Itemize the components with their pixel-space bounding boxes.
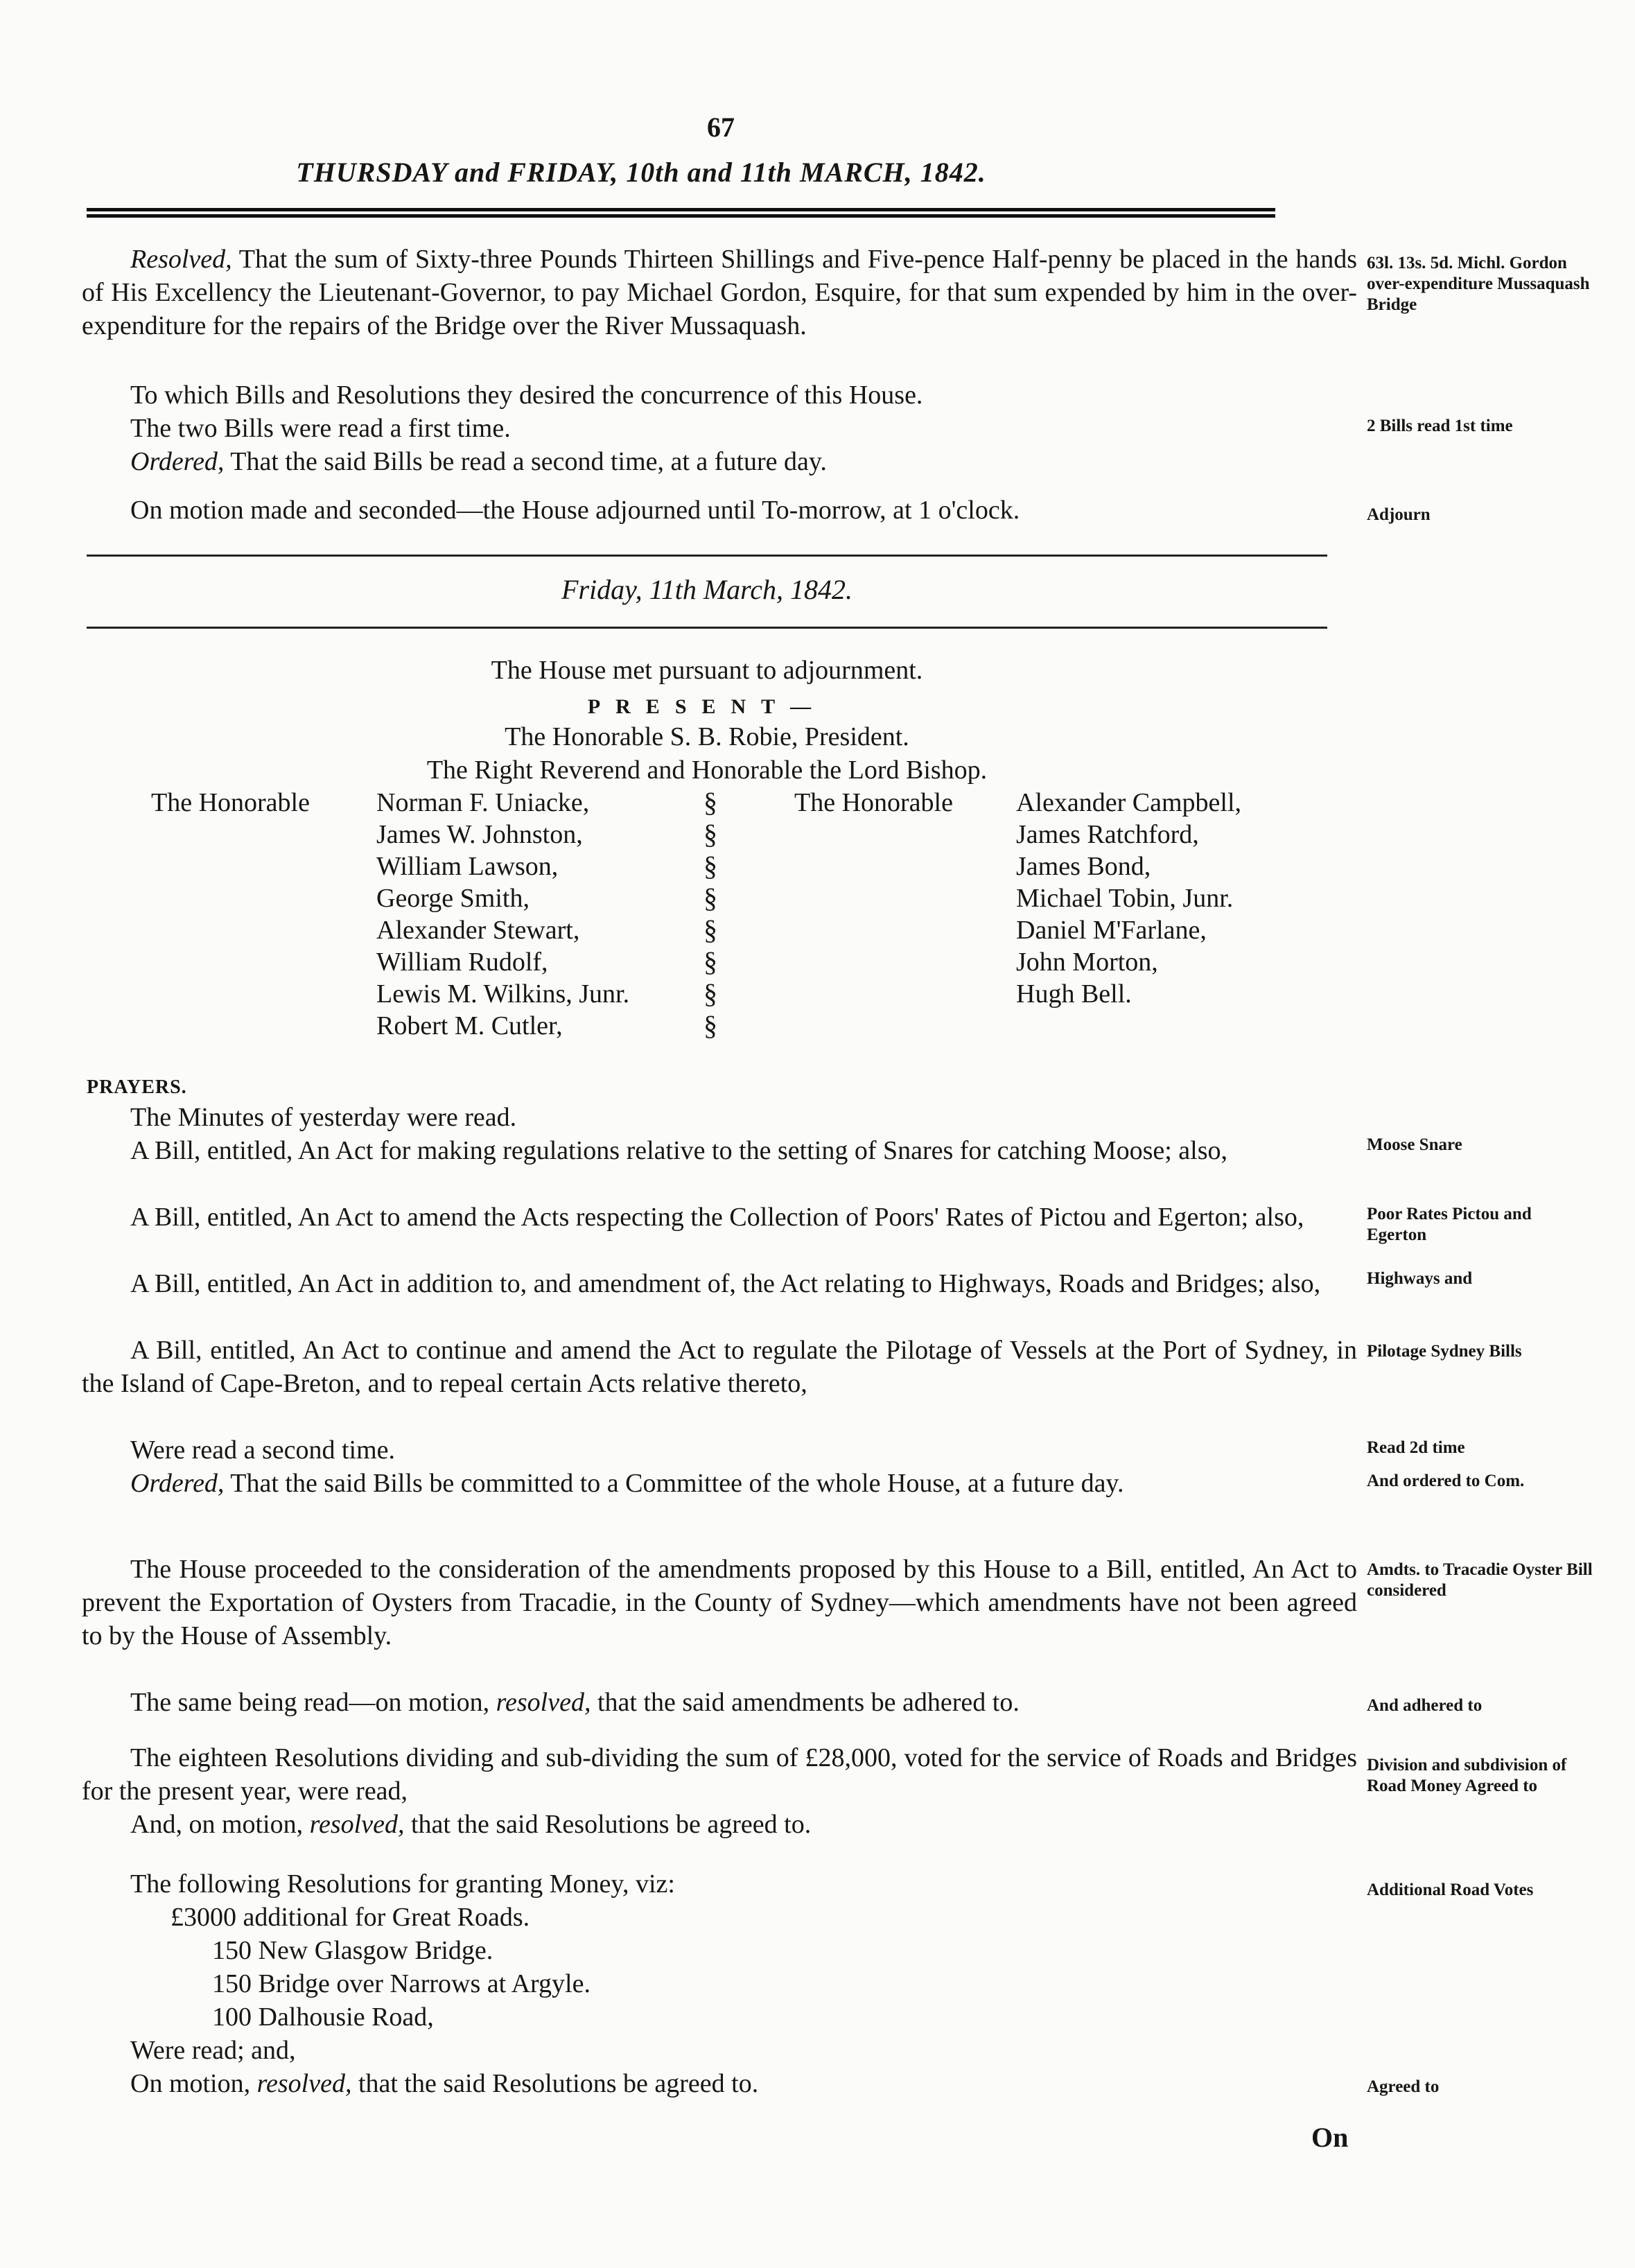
margin-note-additional: Additional Road Votes xyxy=(1367,1881,1534,1899)
adjourn-text: On motion made and seconded—the House adjourned until To-morrow, at 1 o'clock. xyxy=(130,496,1020,525)
agreed-paragraph xyxy=(82,1808,1357,1841)
section-mark: § xyxy=(703,882,717,914)
member-right: Alexander Campbell, xyxy=(1016,788,1242,817)
margin-note-division: Division and subdivision of Road Money Agreed to xyxy=(1367,1756,1567,1795)
following-text: The following Resolutions for granting Money, viz: xyxy=(130,1869,675,1899)
president-line: The Honorable S. B. Robie, President. xyxy=(505,722,909,751)
margin-note-adjourn: Adjourn xyxy=(1367,505,1431,524)
agreed-resolved: resolved, xyxy=(309,1810,405,1839)
adjourn-paragraph xyxy=(82,494,1357,527)
section-mark: § xyxy=(703,914,717,945)
final-resolved: resolved, xyxy=(256,2069,352,2098)
margin-note-tracadie: Amdts. to Tracadie Oyster Bill considered xyxy=(1367,1560,1593,1600)
agreed-text-a: And, on motion, xyxy=(130,1810,310,1839)
eighteen-text: The eighteen Resolutions dividing and sub-dividing the sum of £28,000, voted for the service of Roads and Bridges for the present year, were read, xyxy=(82,1743,1357,1806)
member-left: Lewis M. Wilkins, Junr. xyxy=(376,979,630,1009)
concurrence-paragraph xyxy=(82,378,1357,412)
section-mark: § xyxy=(703,850,717,882)
were-read-text: Were read; and, xyxy=(130,2036,296,2065)
section-mark: § xyxy=(703,787,717,818)
agreed-text-b: that the said Resolutions be agreed to. xyxy=(404,1810,812,1839)
final-motion xyxy=(82,2067,1357,2100)
member-left: George Smith, xyxy=(376,884,530,913)
section-mark-column xyxy=(697,787,724,1042)
margin-note-ordered: And ordered to Com. xyxy=(1367,1472,1525,1490)
section-rule-bottom xyxy=(87,627,1327,629)
minutes-text: The Minutes of yesterday were read. xyxy=(130,1103,517,1132)
margin-note-moose: Moose Snare xyxy=(1367,1135,1462,1154)
bill-pilotage-text: A Bill, entitled, An Act to continue and amend the Act to regulate the Pilotage of Vessels at the Port of Sydney, in the Island of Cape-Breton, and to repeal certain Acts relative thereto, xyxy=(82,1336,1357,1398)
member-right: John Morton, xyxy=(1016,948,1158,977)
minutes-paragraph xyxy=(82,1101,1357,1134)
bill-poor-rates xyxy=(82,1201,1357,1234)
margin-note-highways: Highways and xyxy=(1367,1269,1473,1288)
resolution-paragraph xyxy=(82,243,1357,342)
member-left: Alexander Stewart, xyxy=(376,916,580,945)
final-text-b: that the said Resolutions be agreed to. xyxy=(351,2069,759,2098)
amendments-text: The House proceeded to the consideration of the amendments proposed by this House to a Bill, entitled, An Act to prevent the Exportation of Oysters from Tracadie, in the County of Sydney—which amendments have not been agreed to by the House of Assembly. xyxy=(82,1555,1357,1650)
bill-poor-rates-text: A Bill, entitled, An Act to amend the Acts respecting the Collection of Poors' Rates of Pictou and Egerton; also, xyxy=(130,1203,1304,1232)
section-mark: § xyxy=(703,819,717,850)
ordered-lead: Ordered, xyxy=(130,447,225,476)
vote-line: 150 New Glasgow Bridge. xyxy=(212,1936,493,1965)
member-left: Robert M. Cutler, xyxy=(376,1011,563,1040)
member-left: James W. Johnston, xyxy=(376,820,583,849)
vote-line: 100 Dalhousie Road, xyxy=(212,2003,434,2032)
member-left: William Rudolf, xyxy=(376,948,548,977)
header-double-rule xyxy=(87,208,1275,218)
margin-note-pilotage: Pilotage Sydney Bills xyxy=(1367,1342,1522,1361)
concurrence-text: To which Bills and Resolutions they desired the concurrence of this House. xyxy=(130,381,923,410)
section-mark: § xyxy=(703,1010,717,1041)
margin-note-agreed: Agreed to xyxy=(1367,2077,1440,2096)
member-right: James Bond, xyxy=(1016,852,1151,881)
member-right: Hugh Bell. xyxy=(1016,979,1132,1009)
eighteen-resolutions xyxy=(82,1741,1357,1808)
house-met: The House met pursuant to adjournment. xyxy=(491,656,923,685)
margin-note-read-2d: Read 2d time xyxy=(1367,1438,1465,1457)
honorable-right-label: The Honorable xyxy=(794,788,953,817)
present-heading: PRESENT— xyxy=(587,695,827,718)
member-left: Norman F. Uniacke, xyxy=(376,788,590,817)
ordered-text: That the said Bills be read a second time, at a future day. xyxy=(224,447,827,476)
catchword: On xyxy=(1311,2122,1349,2153)
member-left: William Lawson, xyxy=(376,852,559,881)
were-read-paragraph xyxy=(82,2034,1357,2067)
section-mark: § xyxy=(703,946,717,977)
margin-note-poor-rates: Poor Rates Pictou and Egerton xyxy=(1367,1205,1532,1244)
friday-date-line: Friday, 11th March, 1842. xyxy=(561,574,853,605)
first-reading-paragraph xyxy=(82,412,1357,445)
ordered-paragraph xyxy=(82,445,1357,478)
adhered-paragraph xyxy=(82,1686,1357,1719)
margin-note-gordon: 63l. 13s. 5d. Michl. Gordon over-expenditure Mussaquash Bridge xyxy=(1367,254,1590,314)
section-mark: § xyxy=(703,978,717,1009)
members-right-column xyxy=(1016,787,1241,1010)
prayers-heading: PRAYERS. xyxy=(87,1076,187,1098)
first-reading-text: The two Bills were read a first time. xyxy=(130,414,511,443)
second-reading-text: Were read a second time. xyxy=(130,1436,396,1465)
adhered-text-b: that the said amendments be adhered to. xyxy=(591,1688,1020,1717)
vote-line: £3000 additional for Great Roads. xyxy=(171,1903,530,1932)
adhered-resolved: resolved, xyxy=(496,1688,591,1717)
bill-moose-text: A Bill, entitled, An Act for making regulations relative to the setting of Snares for catching Moose; also, xyxy=(130,1136,1228,1165)
ordered-committee xyxy=(82,1467,1357,1500)
honorable-left-label: The Honorable xyxy=(151,788,310,817)
final-text-a: On motion, xyxy=(130,2069,257,2098)
member-right: James Ratchford, xyxy=(1016,820,1199,849)
following-resolutions xyxy=(82,1867,1357,1901)
adhered-text-a: The same being read—on motion, xyxy=(130,1688,496,1717)
margin-note-adhered: And adhered to xyxy=(1367,1696,1483,1715)
vote-line: 150 Bridge over Narrows at Argyle. xyxy=(212,1969,591,1998)
bill-pilotage xyxy=(82,1334,1357,1400)
bishop-line: The Right Reverend and Honorable the Lord Bishop. xyxy=(426,756,988,785)
margin-note-first-reading: 2 Bills read 1st time xyxy=(1367,417,1513,435)
ordered-committee-text: That the said Bills be committed to a Committee of the whole House, at a future day. xyxy=(224,1469,1124,1498)
page-number: 67 xyxy=(707,112,735,143)
bill-moose xyxy=(82,1134,1357,1167)
bill-highways-text: A Bill, entitled, An Act in addition to, and amendment of, the Act relating to Highways, Roads and Bridges; also, xyxy=(130,1269,1321,1298)
bill-highways xyxy=(82,1267,1357,1300)
resolved-lead: Resolved, xyxy=(130,245,232,274)
running-head: THURSDAY and FRIDAY, 10th and 11th MARCH, 1842. xyxy=(296,157,986,188)
section-rule-top xyxy=(87,555,1327,557)
ordered-committee-lead: Ordered, xyxy=(130,1469,225,1498)
resolution-text: That the sum of Sixty-three Pounds Thirteen Shillings and Five-pence Half-penny be placed in the hands of His Excellency the Lieutenant-Governor, to pay Michael Gordon, Esquire, for that sum expended by him in the over-expenditure for the repairs of the Bridge over the River Mussaquash. xyxy=(82,245,1357,340)
member-right: Daniel M'Farlane, xyxy=(1016,916,1207,945)
member-right: Michael Tobin, Junr. xyxy=(1016,884,1234,913)
second-reading xyxy=(82,1433,1357,1467)
amendments-paragraph xyxy=(82,1553,1357,1652)
members-left-column xyxy=(376,787,629,1042)
